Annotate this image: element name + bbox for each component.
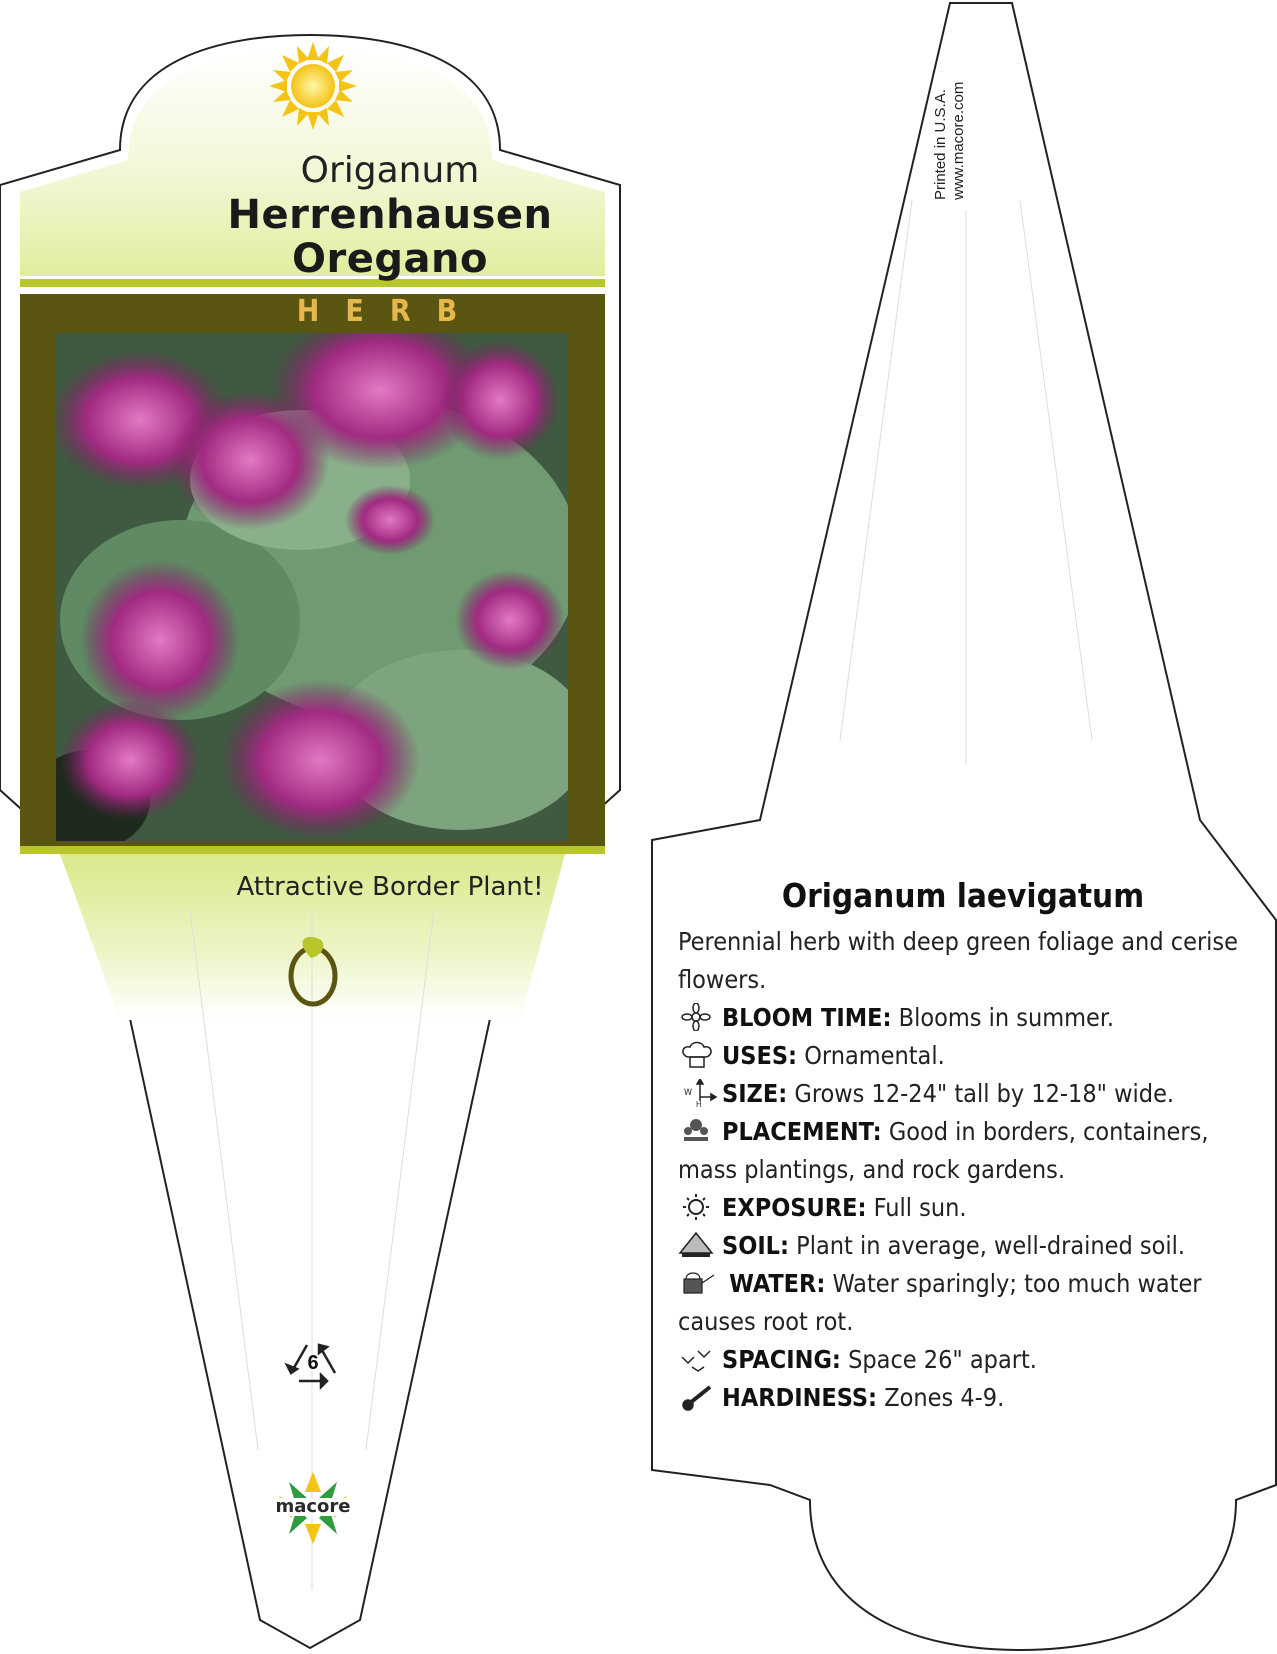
- size-arrows-icon: [678, 1079, 718, 1107]
- placement-icon: [678, 1117, 718, 1145]
- svg-text:H: H: [696, 1100, 702, 1107]
- soil-icon: [678, 1231, 718, 1259]
- attr-uses: USES: Ornamental.: [678, 1037, 1248, 1075]
- attr-water: WATER: Water sparingly; too much water causes root rot.: [678, 1269, 1202, 1336]
- attr-exposure: EXPOSURE: Full sun.: [678, 1189, 1248, 1227]
- plant-category: HERB: [296, 294, 484, 329]
- tagline: Attractive Border Plant!: [236, 872, 544, 902]
- watering-can-icon: [678, 1269, 718, 1297]
- chef-hat-icon: [678, 1041, 718, 1069]
- printed-info: [932, 82, 968, 200]
- flower-icon: [678, 1003, 718, 1031]
- sun-outline-icon: [678, 1193, 718, 1221]
- printed-line2: www.macore.com: [950, 81, 967, 200]
- printed-line1: Printed in U.S.A.: [932, 89, 949, 200]
- common-name-line2: Oregano: [292, 236, 488, 282]
- scientific-name: Origanum laevigatum: [781, 876, 1145, 915]
- brand-logo-text: macore: [275, 1496, 351, 1517]
- plant-description: Perennial herb with deep green foliage and cerise flowers.: [678, 927, 1238, 994]
- attr-placement: PLACEMENT: Good in borders, containers, mass plantings, and rock gardens.: [678, 1117, 1209, 1184]
- spacing-icon: [678, 1345, 718, 1373]
- care-info: [678, 876, 1248, 1417]
- plant-photo: [30, 310, 590, 850]
- attr-hardiness: HARDINESS: Zones 4-9.: [678, 1379, 1248, 1417]
- recycle-number: 6: [307, 1352, 319, 1374]
- attr-spacing: SPACING: Space 26" apart.: [678, 1341, 1248, 1379]
- plant-genus: Origanum: [300, 150, 480, 191]
- full-sun-icon: [269, 42, 357, 130]
- attr-size: W H SIZE: Grows 12-24" tall by 12-18" wide.: [678, 1075, 1248, 1113]
- attr-bloom-time: BLOOM TIME: Blooms in summer.: [678, 999, 1248, 1037]
- common-name-line1: Herrenhausen: [227, 192, 553, 238]
- attr-soil: SOIL: Plant in average, well-drained soil.: [678, 1227, 1248, 1265]
- thermometer-icon: [678, 1383, 718, 1411]
- svg-text:W: W: [684, 1088, 693, 1098]
